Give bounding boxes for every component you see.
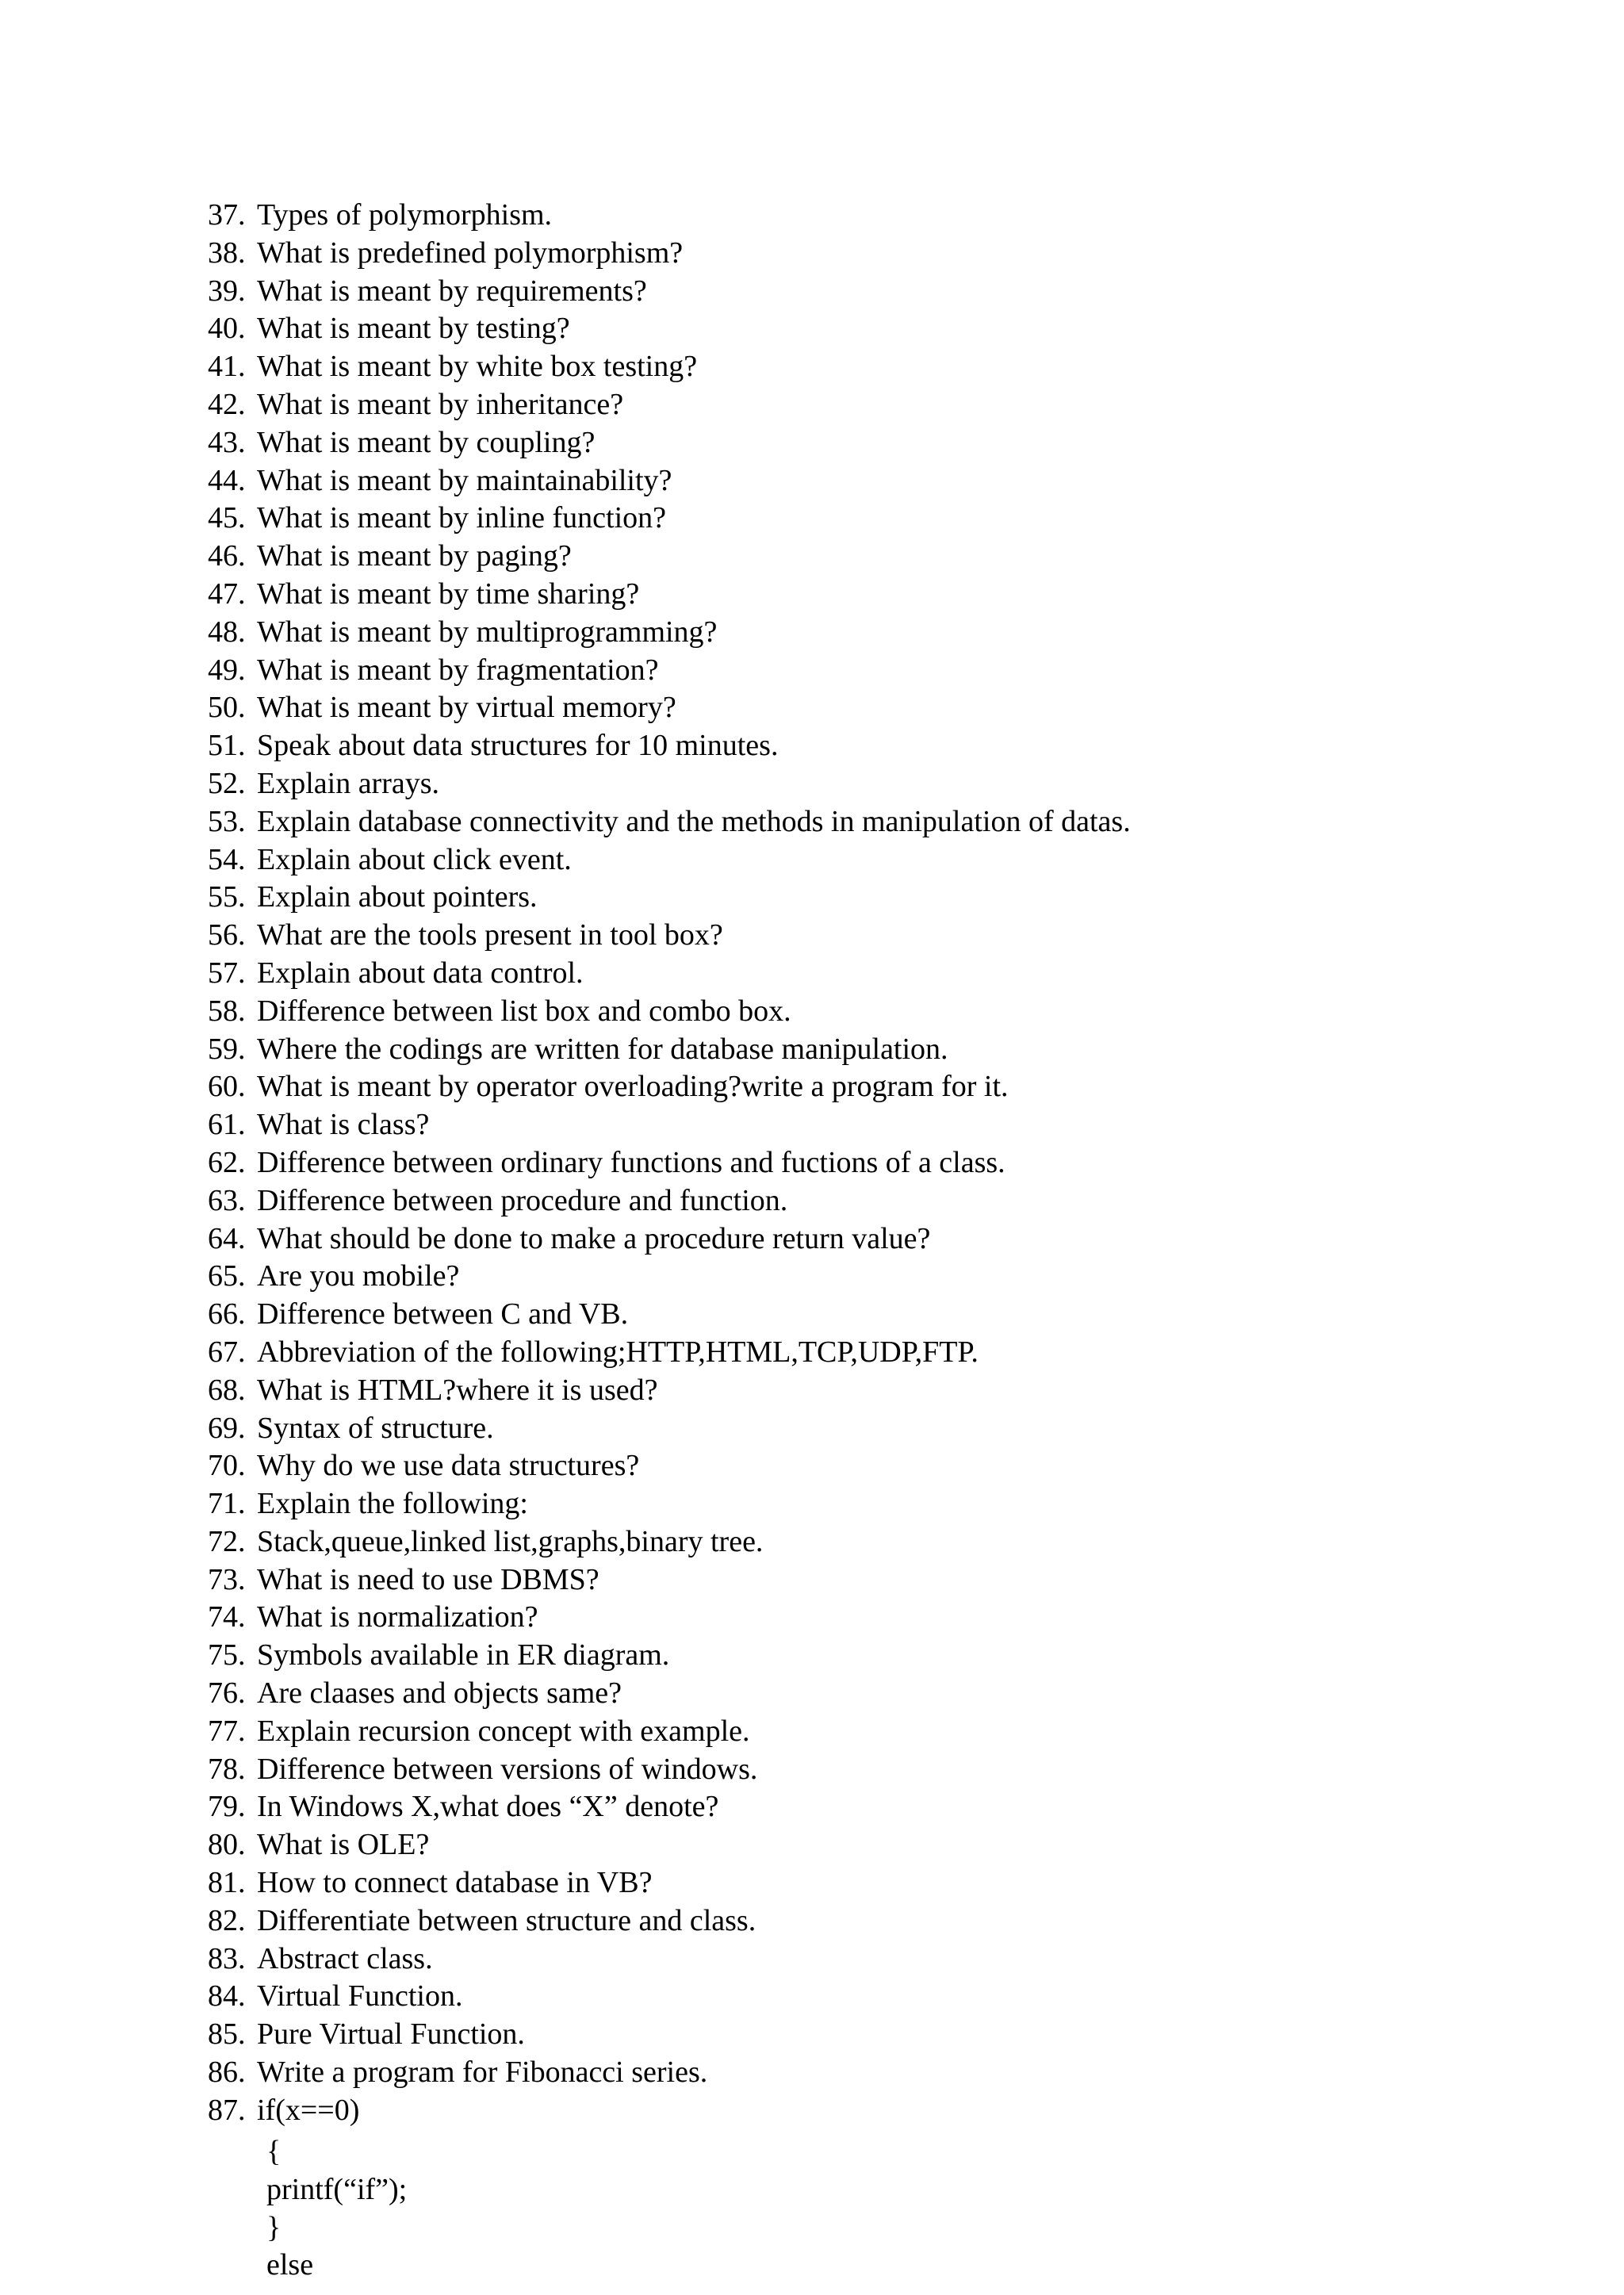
question-number: 44. (208, 463, 246, 497)
question-text: What is meant by requirements? (257, 274, 647, 308)
question-number: 63. (208, 1183, 246, 1217)
question-number: 42. (208, 387, 246, 421)
question-number: 39. (208, 274, 246, 308)
question-text: What is meant by inline function? (257, 501, 667, 535)
question-text: In Windows X,what does “X” denote? (257, 1790, 719, 1824)
question-text: Explain about click event. (257, 842, 572, 876)
question-item (208, 1941, 1556, 1979)
question-number: 56. (208, 918, 246, 952)
question-number: 76. (208, 1676, 246, 1711)
question-text: Explain database connectivity and the methods in manipulation of datas. (257, 804, 1131, 838)
question-text: Stack,queue,linked list,graphs,binary tree. (257, 1524, 764, 1558)
question-text: What should be done to make a procedure return value? (257, 1221, 931, 1255)
question-number: 74. (208, 1600, 246, 1634)
question-item (208, 955, 1556, 993)
question-item (208, 1788, 1556, 1826)
question-text: Difference between ordinary functions and fuctions of a class. (257, 1145, 1005, 1179)
question-item (208, 727, 1556, 765)
question-number: 55. (208, 880, 246, 914)
question-text: Are you mobile? (257, 1259, 460, 1293)
question-number: 59. (208, 1032, 246, 1066)
question-number: 70. (208, 1449, 246, 1483)
question-number: 60. (208, 1070, 246, 1104)
question-text: Difference between procedure and function. (257, 1183, 788, 1217)
question-item (208, 1675, 1556, 1713)
question-item (208, 424, 1556, 462)
question-item (208, 1068, 1556, 1106)
question-number: 87. (208, 2093, 246, 2127)
question-text: Where the codings are written for database manipulation. (257, 1032, 948, 1066)
question-text: Explain about data control. (257, 956, 584, 990)
question-text: Abstract class. (257, 1941, 433, 1975)
question-text: What is meant by multiprogramming? (257, 615, 718, 649)
question-text: Are claases and objects same? (257, 1676, 622, 1711)
question-item (208, 310, 1556, 348)
question-number: 46. (208, 539, 246, 573)
question-text: Virtual Function. (257, 1979, 463, 2013)
code-line: else (266, 2248, 314, 2282)
question-text: Types of polymorphism. (257, 198, 553, 232)
question-item (208, 386, 1556, 424)
question-item (208, 1713, 1556, 1751)
question-number: 86. (208, 2056, 246, 2090)
question-text: What is meant by time sharing? (257, 577, 640, 611)
question-text: What is meant by testing? (257, 312, 570, 346)
question-item (208, 1599, 1556, 1637)
question-number: 84. (208, 1979, 246, 2013)
question-item (208, 538, 1556, 576)
question-item (208, 462, 1556, 500)
question-text: Explain arrays. (257, 766, 440, 800)
code-line: } (266, 2210, 282, 2244)
question-number: 57. (208, 956, 246, 990)
question-text: What is meant by inheritance? (257, 387, 624, 421)
question-item (208, 1902, 1556, 1941)
question-text: Speak about data structures for 10 minutes. (257, 729, 779, 763)
question-number: 58. (208, 994, 246, 1028)
question-number: 64. (208, 1221, 246, 1255)
question-number: 54. (208, 842, 246, 876)
question-item (208, 273, 1556, 311)
question-number: 79. (208, 1790, 246, 1824)
question-number: 78. (208, 1752, 246, 1786)
question-number: 48. (208, 615, 246, 649)
question-text: What is class? (257, 1108, 430, 1142)
question-number: 37. (208, 198, 246, 232)
question-item (208, 348, 1556, 386)
question-text: What is meant by coupling? (257, 425, 596, 459)
question-number: 66. (208, 1297, 246, 1331)
question-number: 53. (208, 804, 246, 838)
question-text: Explain recursion concept with example. (257, 1714, 750, 1748)
question-text: What is need to use DBMS? (257, 1562, 599, 1596)
question-item (208, 1826, 1556, 1864)
question-item (208, 689, 1556, 727)
question-item (208, 1561, 1556, 1600)
question-text: What is meant by paging? (257, 539, 572, 573)
question-number: 49. (208, 653, 246, 687)
question-number: 68. (208, 1373, 246, 1407)
question-number: 73. (208, 1562, 246, 1596)
question-text: What is meant by white box testing? (257, 350, 698, 384)
question-item (208, 2016, 1556, 2054)
question-item (208, 1296, 1556, 1334)
question-item (208, 1637, 1556, 1675)
question-text: What is meant by fragmentation? (257, 653, 659, 687)
question-number: 51. (208, 729, 246, 763)
question-item (208, 2092, 1556, 2130)
question-item (208, 197, 1556, 235)
question-number: 85. (208, 2017, 246, 2052)
question-text: What is meant by virtual memory? (257, 691, 676, 725)
question-text: Syntax of structure. (257, 1411, 494, 1445)
question-item (208, 1447, 1556, 1485)
question-item (208, 1031, 1556, 1069)
question-item (208, 1523, 1556, 1561)
question-item (208, 765, 1556, 803)
question-item (208, 1144, 1556, 1182)
question-text: What are the tools present in tool box? (257, 918, 723, 952)
question-item (208, 1410, 1556, 1448)
question-text: What is normalization? (257, 1600, 538, 1634)
question-text: Explain about pointers. (257, 880, 538, 914)
question-item (208, 879, 1556, 917)
question-number: 38. (208, 236, 246, 270)
question-text: How to connect database in VB? (257, 1866, 653, 1900)
question-item (208, 576, 1556, 614)
question-number: 72. (208, 1524, 246, 1558)
question-item (208, 2054, 1556, 2092)
question-text: What is HTML?where it is used? (257, 1373, 658, 1407)
question-item (208, 1334, 1556, 1372)
question-number: 71. (208, 1487, 246, 1521)
question-item (208, 500, 1556, 538)
question-text: Symbols available in ER diagram. (257, 1638, 670, 1672)
code-line: { (266, 2135, 282, 2168)
question-item (208, 803, 1556, 841)
question-item (208, 1182, 1556, 1220)
question-text: Abbreviation of the following;HTTP,HTML,TCP,UDP,FTP. (257, 1335, 979, 1369)
question-number: 82. (208, 1903, 246, 1937)
question-item (208, 1372, 1556, 1410)
code-snippet (266, 2133, 407, 2285)
question-number: 47. (208, 577, 246, 611)
question-item (208, 652, 1556, 690)
question-item (208, 1258, 1556, 1296)
question-item (208, 917, 1556, 955)
question-number: 81. (208, 1866, 246, 1900)
question-text: Pure Virtual Function. (257, 2017, 525, 2052)
question-number: 50. (208, 691, 246, 725)
question-text: What is predefined polymorphism? (257, 236, 684, 270)
question-number: 40. (208, 312, 246, 346)
question-item (208, 993, 1556, 1031)
question-item (208, 841, 1556, 879)
question-text: Explain the following: (257, 1487, 528, 1521)
question-number: 41. (208, 350, 246, 384)
question-text: Write a program for Fibonacci series. (257, 2056, 708, 2090)
question-text: Difference between versions of windows. (257, 1752, 758, 1786)
question-item (208, 1978, 1556, 2016)
question-number: 80. (208, 1828, 246, 1862)
question-text: What is meant by operator overloading?write a program for it. (257, 1070, 1009, 1104)
question-number: 67. (208, 1335, 246, 1369)
question-number: 52. (208, 766, 246, 800)
question-number: 43. (208, 425, 246, 459)
code-line: printf(“if”); (266, 2172, 408, 2206)
question-number: 45. (208, 501, 246, 535)
question-item (208, 1485, 1556, 1523)
question-item (208, 1864, 1556, 1902)
question-text: Differentiate between structure and class. (257, 1903, 756, 1937)
question-item (208, 1751, 1556, 1789)
question-text: Difference between C and VB. (257, 1297, 629, 1331)
question-list (208, 197, 1556, 2130)
question-number: 61. (208, 1108, 246, 1142)
question-text: Why do we use data structures? (257, 1449, 640, 1483)
question-item (208, 1106, 1556, 1144)
question-item (208, 1220, 1556, 1259)
question-number: 69. (208, 1411, 246, 1445)
question-number: 62. (208, 1145, 246, 1179)
question-text: What is OLE? (257, 1828, 430, 1862)
question-number: 83. (208, 1941, 246, 1975)
question-text: What is meant by maintainability? (257, 463, 672, 497)
question-number: 75. (208, 1638, 246, 1672)
question-text: Difference between list box and combo box. (257, 994, 791, 1028)
question-number: 65. (208, 1259, 246, 1293)
question-item (208, 235, 1556, 273)
question-text: if(x==0) (257, 2093, 360, 2127)
question-item (208, 614, 1556, 652)
question-number: 77. (208, 1714, 246, 1748)
